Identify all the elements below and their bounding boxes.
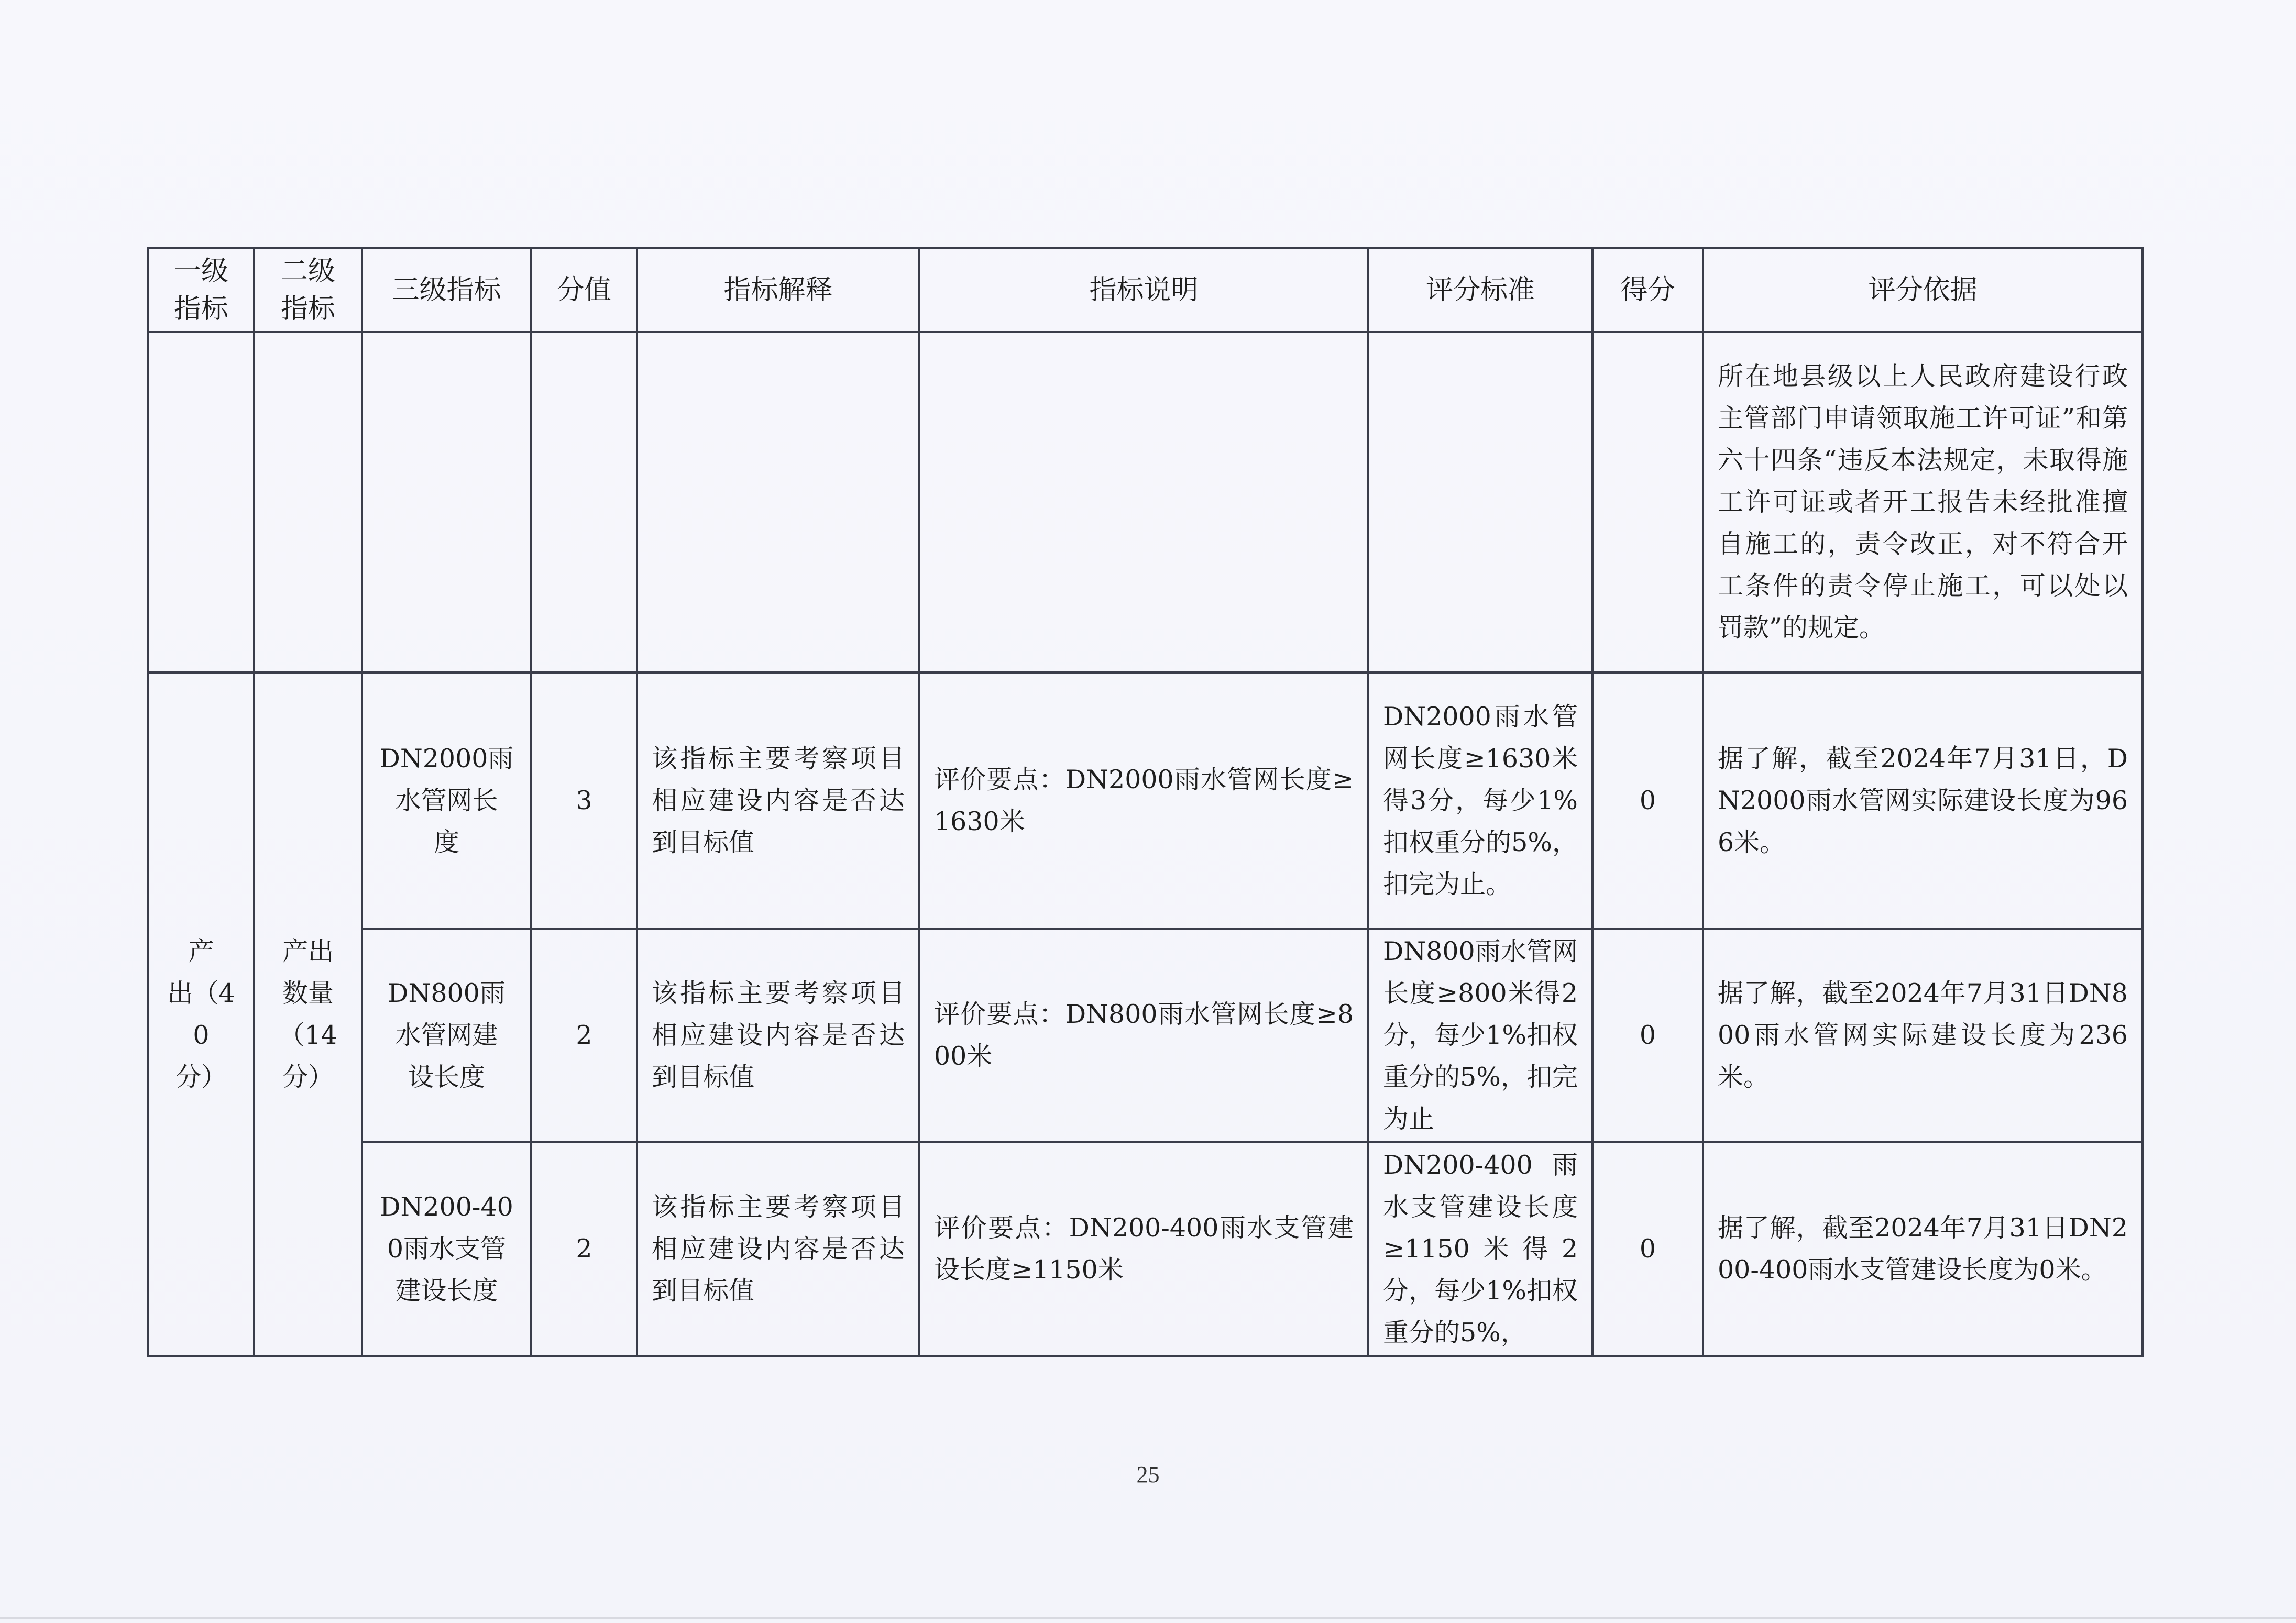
cell-level3: DN800雨 水管网建 设长度 (362, 929, 531, 1142)
cell-level2: 产出 数量 （14 分） (254, 672, 362, 1356)
header-score-value: 分值 (531, 248, 637, 332)
cell-score-value: 2 (531, 929, 637, 1142)
cell-score: 0 (1592, 1142, 1703, 1356)
header-standard: 评分标准 (1368, 248, 1592, 332)
evaluation-table (147, 247, 2144, 1357)
cell-standard: DN800雨水管网长度≥800米得2分，每少1%扣权重分的5%，扣完为止 (1368, 929, 1592, 1142)
header-basis: 评分依据 (1703, 248, 2143, 332)
cell-explanation: 该指标主要考察项目相应建设内容是否达到目标值 (637, 1142, 919, 1356)
cell-description: 评价要点：DN800雨水管网长度≥800米 (919, 929, 1368, 1142)
table-row-continuation (148, 332, 2143, 672)
header-description: 指标说明 (919, 248, 1368, 332)
header-level2: 二级 指标 (254, 248, 362, 332)
cell-score: 0 (1592, 672, 1703, 929)
cell-description: 评价要点：DN2000雨水管网长度≥1630米 (919, 672, 1368, 929)
header-level3: 三级指标 (362, 248, 531, 332)
cell-score-value: 3 (531, 672, 637, 929)
cell-level1: 产 出（40 分） (148, 672, 254, 1356)
cell-empty (362, 332, 531, 672)
scan-edge-line (0, 1617, 2296, 1619)
table-row (148, 1142, 2143, 1356)
table-header-row (148, 248, 2143, 332)
table-row (148, 929, 2143, 1142)
cell-explanation: 该指标主要考察项目相应建设内容是否达到目标值 (637, 929, 919, 1142)
cell-explanation: 该指标主要考察项目相应建设内容是否达到目标值 (637, 672, 919, 929)
cell-empty (531, 332, 637, 672)
cell-score-value: 2 (531, 1142, 637, 1356)
cell-basis: 据了解，截至2024年7月31日DN800雨水管网实际建设长度为236米。 (1703, 929, 2143, 1142)
page-number: 25 (1136, 1462, 1160, 1487)
cell-level3: DN200-40 0雨水支管 建设长度 (362, 1142, 531, 1356)
cell-basis: 所在地县级以上人民政府建设行政主管部门申请领取施工许可证”和第六十四条“违反本法规定，未取得施工许可证或者开工报告未经批准擅自施工的，责令改正，对不符合开工条件的责令停止施工，可以处以罚款”的规定。 (1703, 332, 2143, 672)
header-level1: 一级 指标 (148, 248, 254, 332)
cell-empty (1592, 332, 1703, 672)
cell-standard: DN2000雨水管网长度≥1630米得3分，每少1%扣权重分的5%，扣完为止。 (1368, 672, 1592, 929)
cell-score: 0 (1592, 929, 1703, 1142)
cell-standard: DN200-400雨水支管建设长度≥1150米得2分，每少1%扣权重分的5%， (1368, 1142, 1592, 1356)
header-score: 得分 (1592, 248, 1703, 332)
cell-empty (254, 332, 362, 672)
cell-description: 评价要点：DN200-400雨水支管建设长度≥1150米 (919, 1142, 1368, 1356)
table-row (148, 672, 2143, 929)
cell-empty (919, 332, 1368, 672)
cell-empty (637, 332, 919, 672)
header-explanation: 指标解释 (637, 248, 919, 332)
cell-basis: 据了解，截至2024年7月31日DN200-400雨水支管建设长度为0米。 (1703, 1142, 2143, 1356)
cell-basis: 据了解，截至2024年7月31日，DN2000雨水管网实际建设长度为966米。 (1703, 672, 2143, 929)
cell-empty (148, 332, 254, 672)
cell-level3: DN2000雨 水管网长 度 (362, 672, 531, 929)
cell-empty (1368, 332, 1592, 672)
